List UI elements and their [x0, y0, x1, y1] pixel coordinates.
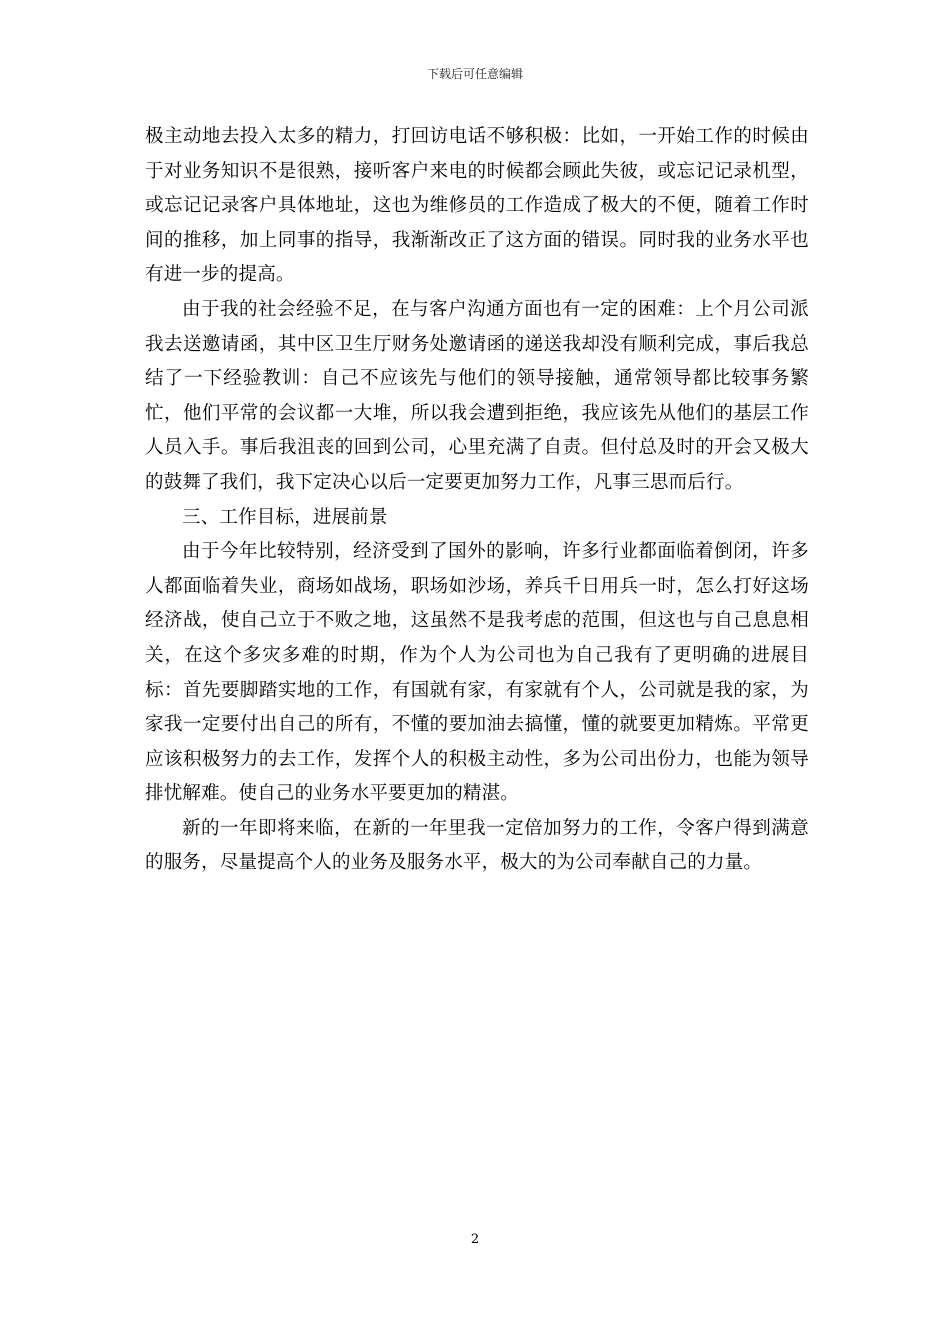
section-heading-goals: 三、工作目标，进展前景: [182, 506, 388, 528]
paragraph-continued: 极主动地去投入太多的精力，打回访电话不够积极：比如，一开始工作的时候由于对业务知识不是很熟，接听客户来电的时候都会顾此失彼，或忘记记录机型，或忘记记录客户具体地址，这也为维修员的工作造成了极大的不便，随着工作时间的推移，加上同事的指导，我渐渐改正了这方面的错误。同时我的业务水平也有进一步的提高。: [145, 126, 809, 286]
document-body: [145, 120, 809, 881]
paragraph-social-experience: 由于我的社会经验不足，在与客户沟通方面也有一定的困难：上个月公司派我去送邀请函，其中区卫生厅财务处邀请函的递送我却没有顺利完成，事后我总结了一下经验教训：自己不应该先与他们的领导接触，通常领导都比较事务繁忙，他们平常的会议都一大堆，所以我会遭到拒绝，我应该先从他们的基层工作人员入手。事后我沮丧的回到公司，心里充满了自责。但付总及时的开会又极大的鼓舞了我们，我下定决心以后一定要更加努力工作，凡事三思而后行。: [145, 298, 809, 493]
paragraph-new-year: 新的一年即将来临，在新的一年里我一定倍加努力的工作，令客户得到满意的服务，尽量提高个人的业务及服务水平，极大的为公司奉献自己的力量。: [145, 817, 809, 874]
paragraph-goals: 由于今年比较特别，经济受到了国外的影响，许多行业都面临着倒闭，许多人都面临着失业，商场如战场，职场如沙场，养兵千日用兵一时，怎么打好这场经济战，使自己立于不败之地，这虽然不是我考虑的范围，但这也与自己息息相关，在这个多灾多难的时期，作为个人为公司也为自己我有了更明确的进展目标：首先要脚踏实地的工作，有国就有家，有家就有个人，公司就是我的家，为家我一定要付出自己的所有，不懂的要加油去搞懂，懂的就要更加精炼。平常更应该积极努力的去工作，发挥个人的积极主动性，多为公司出份力，也能为领导排忧解难。使自己的业务水平要更加的精湛。: [145, 541, 809, 805]
page-header: 下载后可任意编辑: [426, 67, 523, 81]
page-number: 2: [470, 1232, 480, 1247]
